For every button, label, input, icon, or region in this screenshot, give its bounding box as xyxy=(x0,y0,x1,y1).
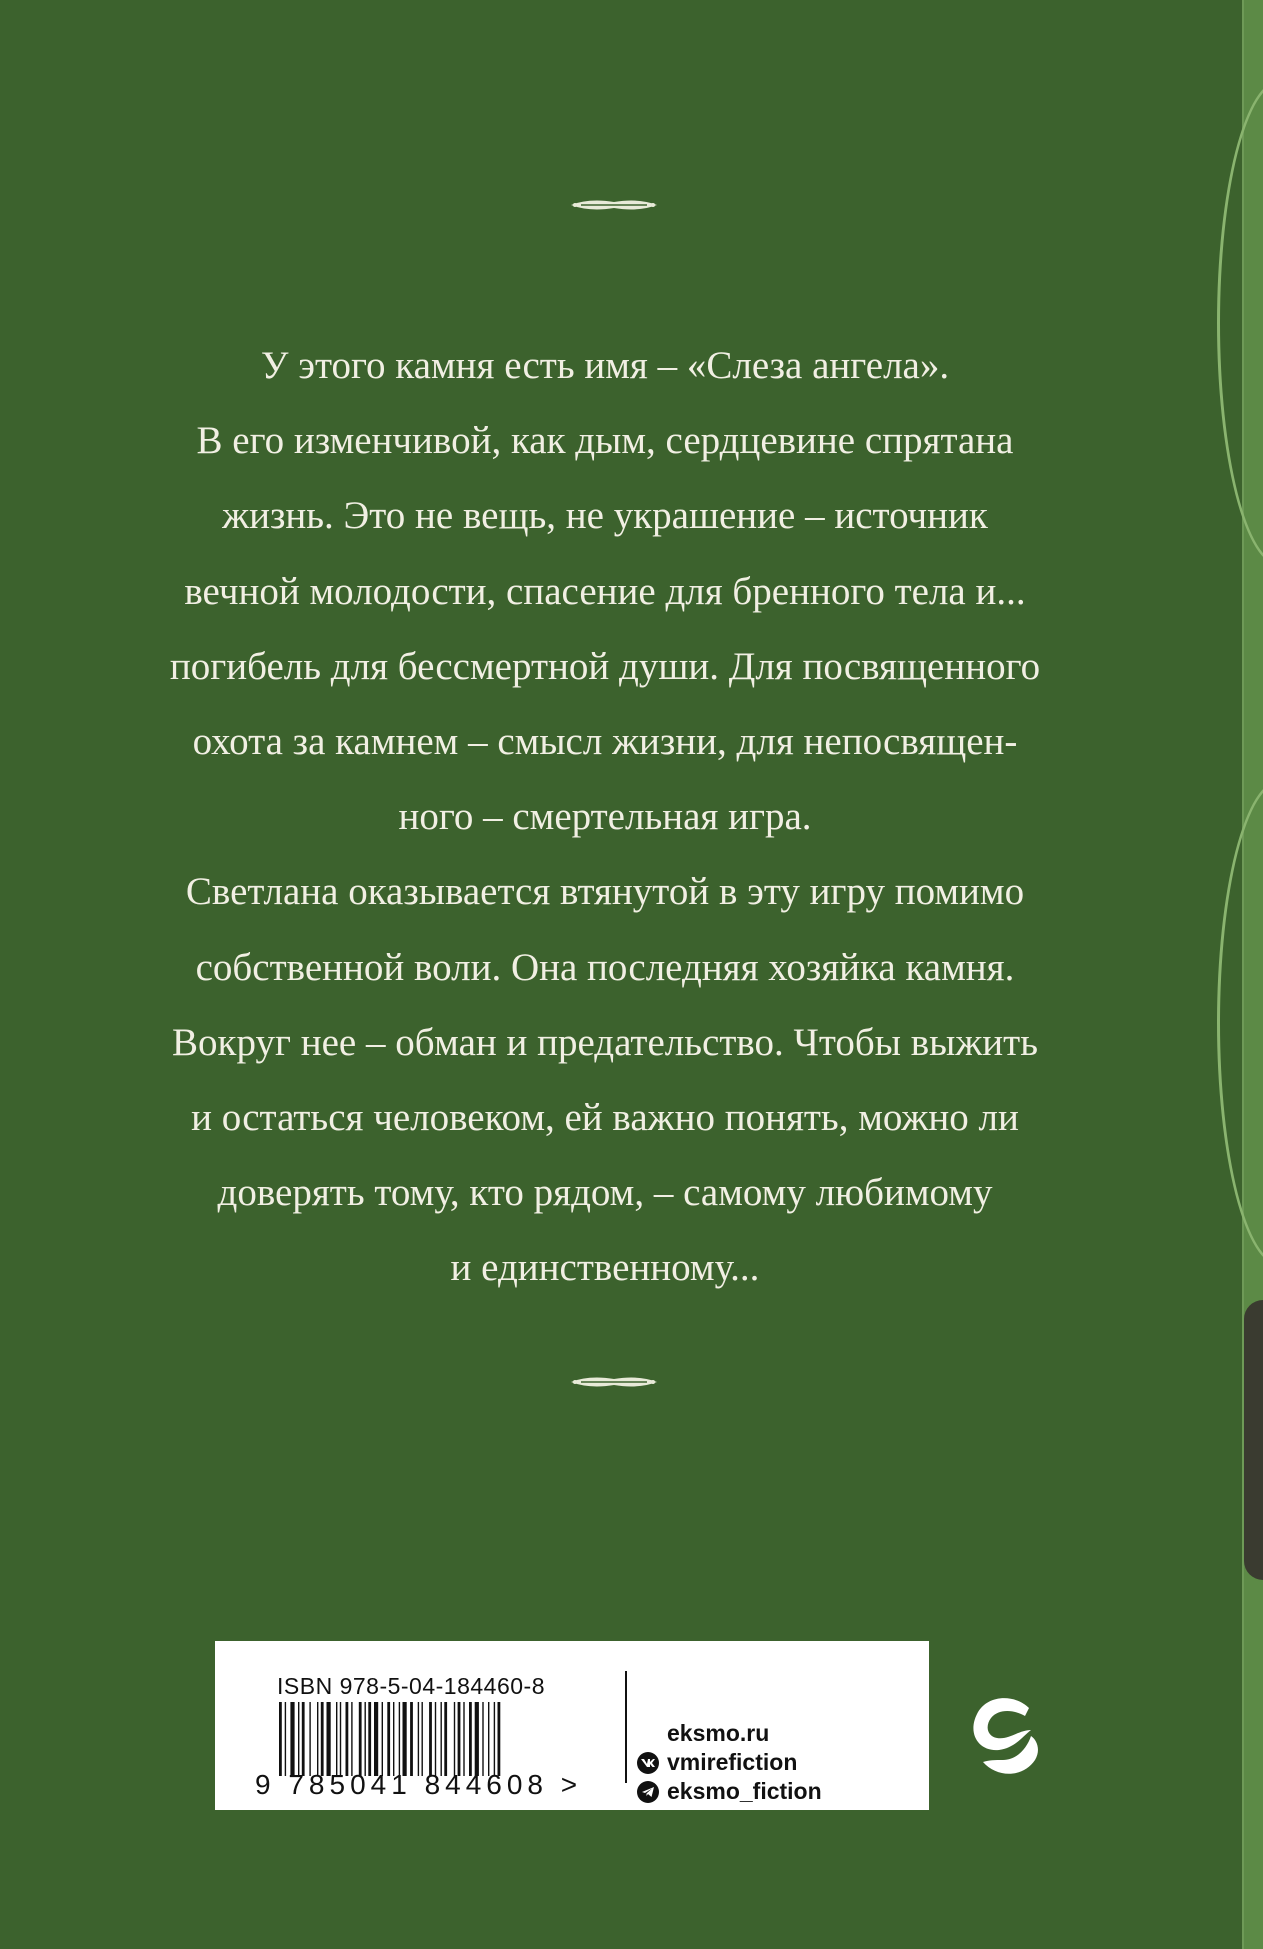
barcode-digits: 9 785041 844608 > xyxy=(255,1769,583,1800)
blurb-line: охота за камнем – смысл жизни, для непосвящен- xyxy=(192,720,1018,764)
isbn-label: ISBN 978-5-04-184460-8 xyxy=(277,1673,545,1699)
blurb-text xyxy=(130,328,1080,1306)
blurb-line: Вокруг нее – обман и предательство. Чтобы выжить xyxy=(172,1020,1038,1064)
panel-divider xyxy=(625,1671,627,1783)
contact-vk-label: vmirefiction xyxy=(667,1749,798,1775)
blurb-line: жизнь. Это не вещь, не украшение – источник xyxy=(222,494,988,538)
blurb-line: В его изменчивой, как дым, сердцевине спрятана xyxy=(196,419,1014,463)
barcode-panel xyxy=(215,1641,929,1810)
spine-ring-decor xyxy=(1217,80,1263,566)
spine-edge xyxy=(1242,0,1263,1949)
contact-site[interactable] xyxy=(667,1719,822,1748)
barcode xyxy=(279,1702,579,1776)
spine-dark-decor xyxy=(1244,1300,1263,1580)
blurb-line: собственной воли. Она последняя хозяйка камня. xyxy=(195,945,1015,989)
ornament-divider-icon xyxy=(569,1373,659,1391)
blurb-line: погибель для бессмертной души. Для посвященного xyxy=(169,644,1041,688)
telegram-icon xyxy=(637,1781,659,1803)
blurb-line: У этого камня есть имя – «Слеза ангела». xyxy=(260,344,950,387)
contact-telegram-label: eksmo_fiction xyxy=(667,1778,822,1804)
ornament-divider-icon xyxy=(569,196,659,214)
blurb-line: и остаться человеком, ей важно понять, можно ли xyxy=(191,1096,1019,1140)
contact-site-label: eksmo.ru xyxy=(667,1720,770,1746)
blurb-line: ного – смертельная игра. xyxy=(398,795,812,839)
blurb-line: и единственному... xyxy=(450,1246,760,1290)
blurb-line: доверять тому, кто рядом, – самому любимому xyxy=(217,1171,993,1215)
contact-vk[interactable] xyxy=(667,1748,822,1777)
vk-icon xyxy=(637,1752,659,1774)
blurb-line: Светлана оказывается втянутой в эту игру помимо xyxy=(185,870,1025,914)
spine-ring-decor xyxy=(1217,780,1263,1266)
blurb-line: вечной молодости, спасение для бренного тела и... xyxy=(184,569,1026,613)
eksmo-logo-icon xyxy=(965,1690,1045,1780)
contacts-block xyxy=(667,1719,822,1806)
contact-telegram[interactable] xyxy=(667,1777,822,1806)
